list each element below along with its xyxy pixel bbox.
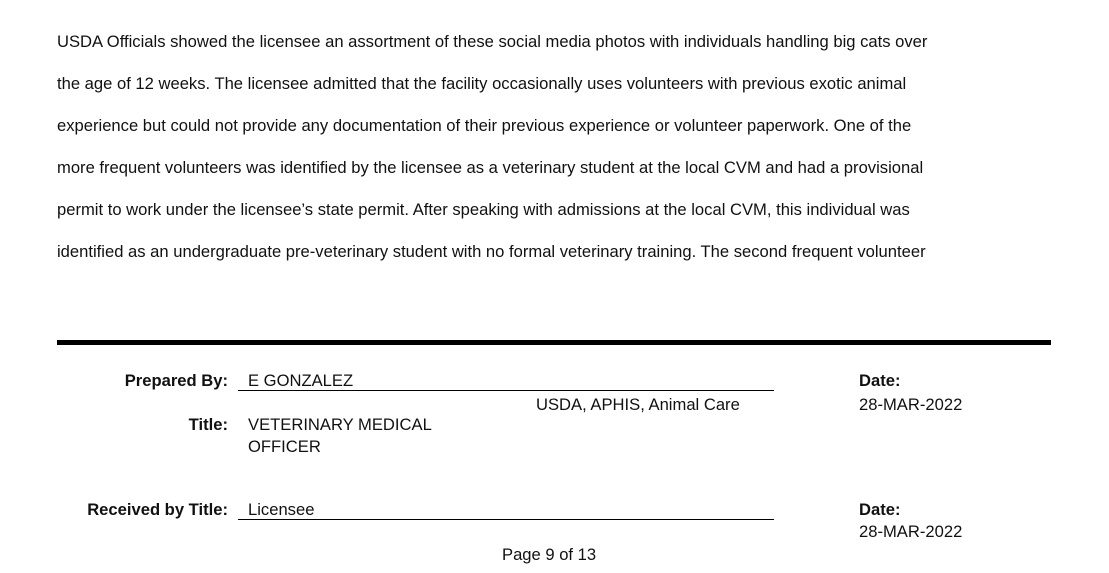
received-by-value: Licensee [248, 500, 315, 519]
prepared-date-label: Date: [859, 371, 901, 390]
footer-divider [57, 340, 1051, 345]
received-by-signature-line [238, 519, 774, 520]
title-label: Title: [188, 415, 228, 434]
body-line: identified as an undergraduate pre-veterinary student with no formal veterinary training. The second frequent volunteer [57, 242, 926, 261]
body-line: the age of 12 weeks. The licensee admitted that the facility occasionally uses volunteers with previous exotic animal [57, 74, 907, 93]
prepared-by-signature-line [238, 390, 774, 391]
title-value-line-2: OFFICER [248, 437, 321, 456]
body-line: USDA Officials showed the licensee an assortment of these social media photos with individuals handling big cats over [57, 32, 928, 51]
body-line: experience but could not provide any documentation of their previous experience or volunteer paperwork. One of the [57, 116, 912, 135]
body-line: permit to work under the licensee’s state permit. After speaking with admissions at the local CVM, this individual was [57, 200, 910, 219]
body-line: more frequent volunteers was identified by the licensee as a veterinary student at the local CVM and had a provisional [57, 158, 924, 177]
received-by-label: Received by Title: [87, 500, 228, 519]
prepared-date-value: 28-MAR-2022 [859, 395, 963, 414]
prepared-by-label: Prepared By: [124, 371, 228, 390]
agency-name: USDA, APHIS, Animal Care [536, 395, 740, 414]
report-body-paragraph [57, 21, 1057, 273]
prepared-by-value: E GONZALEZ [248, 371, 354, 390]
received-date-value: 28-MAR-2022 [859, 522, 963, 541]
page-indicator: Page 9 of 13 [502, 545, 597, 564]
received-date-label: Date: [859, 500, 901, 519]
title-value-line-1: VETERINARY MEDICAL [248, 415, 432, 434]
